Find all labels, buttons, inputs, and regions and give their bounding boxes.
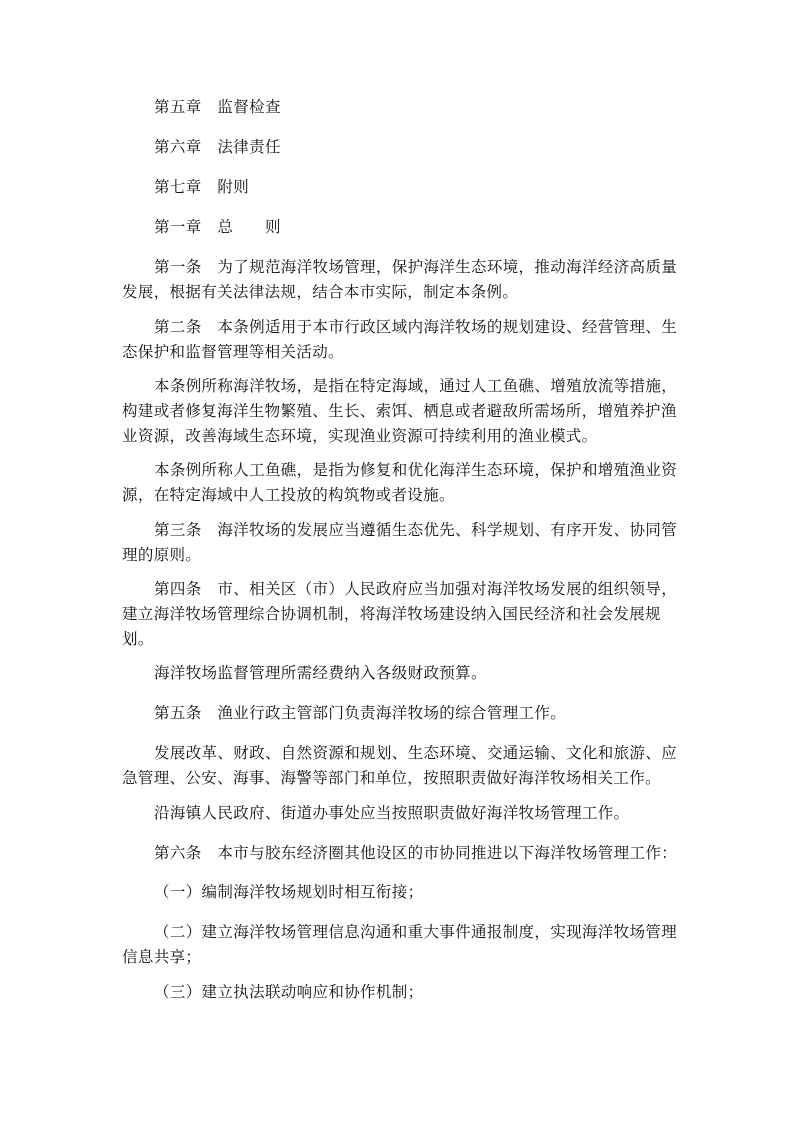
article-6-item-2: （二）建立海洋牧场管理信息沟通和重大事件通报制度，实现海洋牧场管理信息共享； xyxy=(122,923,678,966)
chapter-heading-6: 第六章 法律责任 xyxy=(154,138,281,156)
article-5-towns: 沿海镇人民政府、街道办事处应当按照职责做好海洋牧场管理工作。 xyxy=(154,804,630,822)
article-3: 第三条 海洋牧场的发展应当遵循生态优先、科学规划、有序开发、协同管理的原则。 xyxy=(122,521,678,564)
chapter-heading-1: 第一章 总 则 xyxy=(154,218,281,236)
article-5: 第五条 渔业行政主管部门负责海洋牧场的综合管理工作。 xyxy=(154,704,567,722)
article-4: 第四条 市、相关区（市）人民政府应当加强对海洋牧场发展的组织领导，建立海洋牧场管理综合协调机制，将海洋牧场建设纳入国民经济和社会发展规划。 xyxy=(122,580,678,648)
article-4-funding: 海洋牧场监督管理所需经费纳入各级财政预算。 xyxy=(154,664,487,682)
article-2-ocean-ranch-definition: 本条例所称海洋牧场，是指在特定海域，通过人工鱼礁、增殖放流等措施，构建或者修复海洋生物繁殖、生长、索饵、栖息或者避敌所需场所，增殖养护渔业资源，改善海域生态环境，实现渔业资源可持续利用的渔业模式。 xyxy=(122,377,678,445)
article-5-departments: 发展改革、财政、自然资源和规划、生态环境、交通运输、文化和旅游、应急管理、公安、海事、海警等部门和单位，按照职责做好海洋牧场相关工作。 xyxy=(122,744,678,787)
chapter-heading-7: 第七章 附则 xyxy=(154,178,250,196)
article-1: 第一条 为了规范海洋牧场管理，保护海洋生态环境，推动海洋经济高质量发展，根据有关法律法规，结合本市实际，制定本条例。 xyxy=(122,258,678,301)
article-2-artificial-reef-definition: 本条例所称人工鱼礁，是指为修复和优化海洋生态环境，保护和增殖渔业资源，在特定海域中人工投放的构筑物或者设施。 xyxy=(122,461,678,504)
article-6-item-3: （三）建立执法联动响应和协作机制； xyxy=(154,983,424,1001)
article-6: 第六条 本市与胶东经济圈其他设区的市协同推进以下海洋牧场管理工作： xyxy=(154,844,678,862)
article-6-item-1: （一）编制海洋牧场规划时相互衔接； xyxy=(154,883,424,901)
chapter-heading-5: 第五章 监督检查 xyxy=(154,98,281,116)
article-2: 第二条 本条例适用于本市行政区域内海洋牧场的规划建设、经营管理、生态保护和监督管理等相关活动。 xyxy=(122,318,678,361)
